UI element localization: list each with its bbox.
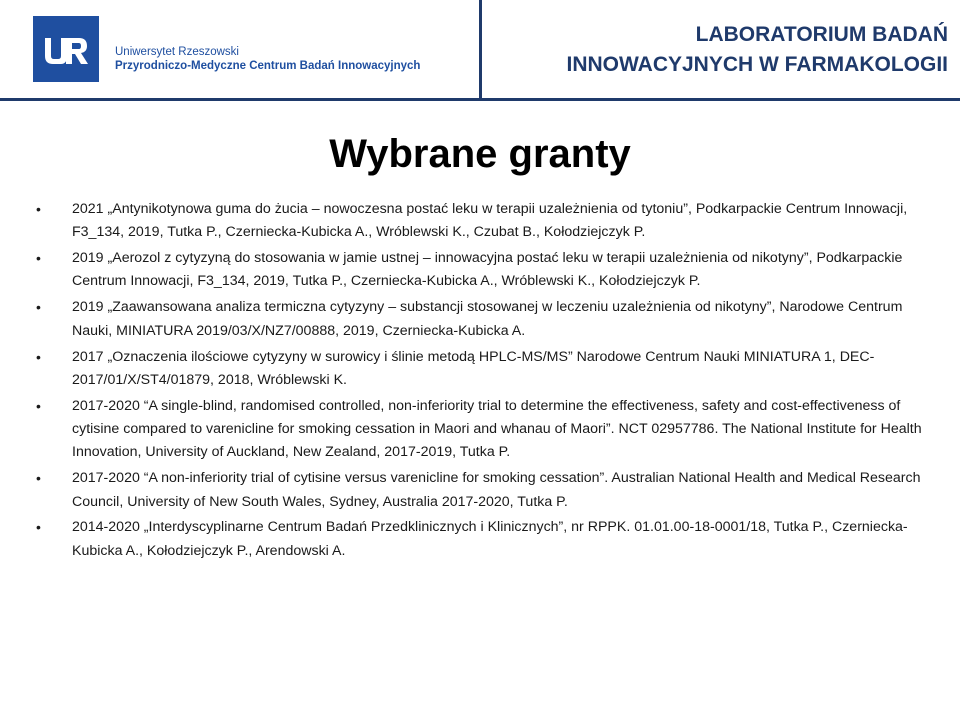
grant-item: [32, 198, 932, 245]
grant-item: [32, 346, 932, 393]
grant-item: [32, 247, 932, 294]
bullet-icon: •: [36, 299, 41, 316]
lab-name-line-2: INNOWACYJNYCH W FARMAKOLOGII: [566, 53, 948, 76]
grant-text: 2019 „Zaawansowana analiza termiczna cytyzyny – substancji stosowanej w leczeniu uzależnienia od nikotyny”, Narodowe Centrum Nauki, MINIATURA 2019/03/X/NZ7/00888, 2019, Czerniecka-Kubicka A.: [72, 299, 903, 339]
grant-item: [32, 395, 932, 465]
bullet-icon: •: [36, 519, 41, 536]
grant-item: [32, 467, 932, 514]
grant-text: 2014-2020 „Interdyscyplinarne Centrum Badań Przedklinicznych i Klinicznych”, nr RPPK. 01.01.00-18-0001/18, Tutka P., Czerniecka-Kubicka A., Kołodziejczyk P., Arendowski A.: [72, 519, 908, 559]
grant-text: 2017 „Oznaczenia ilościowe cytyzyny w surowicy i ślinie metodą HPLC-MS/MS” Narodowe Centrum Nauki MINIATURA 1, DEC-2017/01/X/ST4/01879, 2018, Wróblewski K.: [72, 348, 875, 388]
header-divider: [479, 0, 482, 101]
laboratory-name: [567, 20, 949, 80]
bullet-icon: •: [36, 250, 41, 267]
bullet-icon: •: [36, 470, 41, 487]
bullet-icon: •: [36, 201, 41, 217]
grant-text: 2021 „Antynikotynowa guma do żucia – nowoczesna postać leku w terapii uzależnienia od tytoniu”, Podkarpackie Centrum Innowacji, F3_134, 2019, Tutka P., Czerniecka-Kubicka A., Wróblewski K., Czubat B., Kołodziejczyk P.: [72, 201, 908, 241]
grant-item: [32, 516, 932, 563]
grant-item: [32, 296, 932, 343]
bullet-icon: •: [36, 348, 41, 365]
grant-list: [32, 198, 932, 566]
grant-text: 2019 „Aerozol z cytyzyną do stosowania w jamie ustnej – innowacyjna postać leku w terapii uzależnienia od nikotyny”, Podkarpackie Centrum Innowacji, F3_134, 2019, Tutka P., Czerniecka-Kubicka A., Wróblewski K., Kołodziejczyk P.: [72, 250, 903, 290]
lab-name-line-1: LABORATORIUM BADAŃ: [695, 23, 948, 46]
page-title: Wybrane granty: [329, 132, 631, 176]
university-line-2: Przyrodniczo-Medyczne Centrum Badań Innowacyjnych: [115, 60, 421, 72]
page-header: [0, 0, 960, 103]
university-name: [115, 45, 420, 73]
header-rule: [0, 98, 960, 101]
ur-logo-icon: [33, 16, 99, 82]
grant-text: 2017-2020 “A single-blind, randomised controlled, non-inferiority trial to determine the effectiveness, safety and cost-effectiveness of cytisine compared to varenicline for smoking cessation in Maori and whanau of Maori”. NCT 02957786. The National Institute for Health Innovation, University of Auckland, New Zealand, 2017-2019, Tutka P.: [72, 397, 922, 461]
university-line-1: Uniwersytet Rzeszowski: [115, 46, 239, 58]
bullet-icon: •: [36, 397, 41, 414]
grant-text: 2017-2020 “A non-inferiority trial of cytisine versus varenicline for smoking cessation”. Australian National Health and Medical Research Council, University of New South Wales, Sydney, Australia 2017-2020, Tutka P.: [72, 470, 921, 510]
